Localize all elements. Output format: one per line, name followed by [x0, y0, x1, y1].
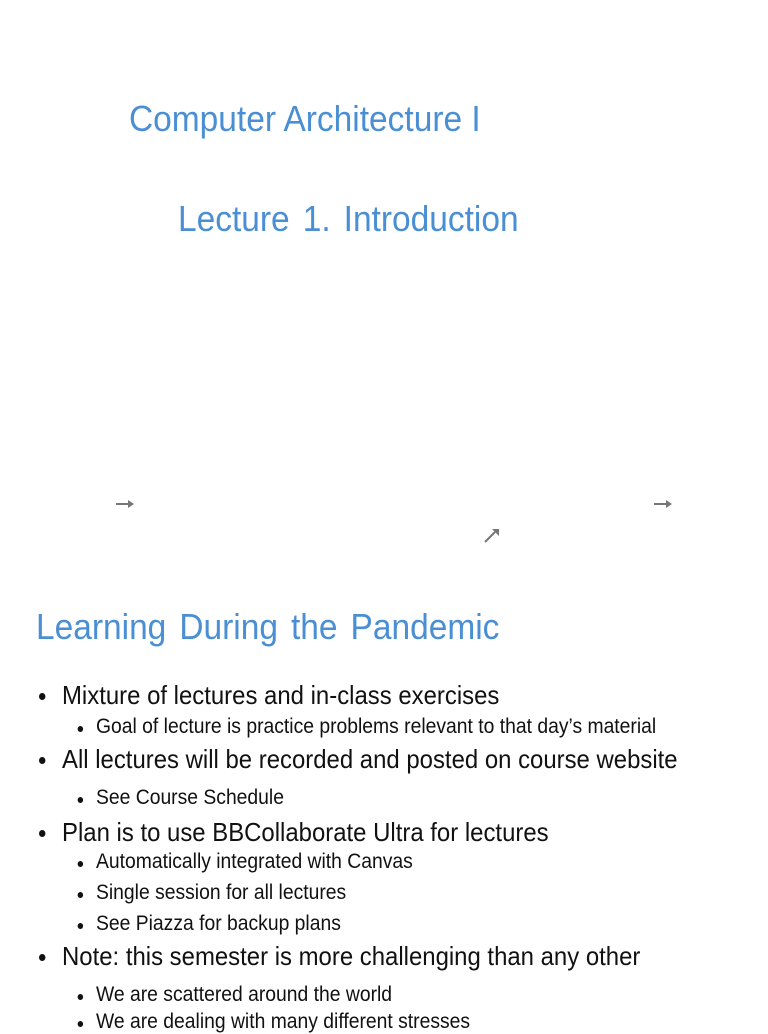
arrow-right-icon [114, 497, 136, 511]
bullet-item: Plan is to use BBCollaborate Ultra for lectures [62, 817, 549, 847]
sub-bullet-item: We are dealing with many different stresses [96, 1010, 471, 1033]
sub-bullet-item: See Course Schedule [96, 786, 284, 809]
slide-title: Computer Architecture I [129, 98, 481, 139]
sub-bullet-item: Single session for all lectures [96, 881, 347, 904]
arrow-right-icon [652, 497, 674, 511]
bullet-item: All lectures will be recorded and posted on course website [62, 744, 678, 774]
arrow-up-right-icon [482, 526, 504, 540]
sub-bullet-item: Goal of lecture is practice problems relevant to that day’s material [96, 715, 657, 738]
slide-2 [0, 570, 768, 1033]
slide-subtitle: Lecture 1. Introduction [178, 198, 519, 239]
sub-bullet-item: We are scattered around the world [96, 983, 393, 1006]
bullet-item: Note: this semester is more challenging than any other [62, 941, 641, 971]
slide-heading: Learning During the Pandemic [36, 606, 500, 647]
bullet-item: Mixture of lectures and in-class exercises [62, 680, 500, 710]
sub-bullet-item: Automatically integrated with Canvas [96, 850, 413, 873]
sub-bullet-item: See Piazza for backup plans [96, 912, 341, 935]
